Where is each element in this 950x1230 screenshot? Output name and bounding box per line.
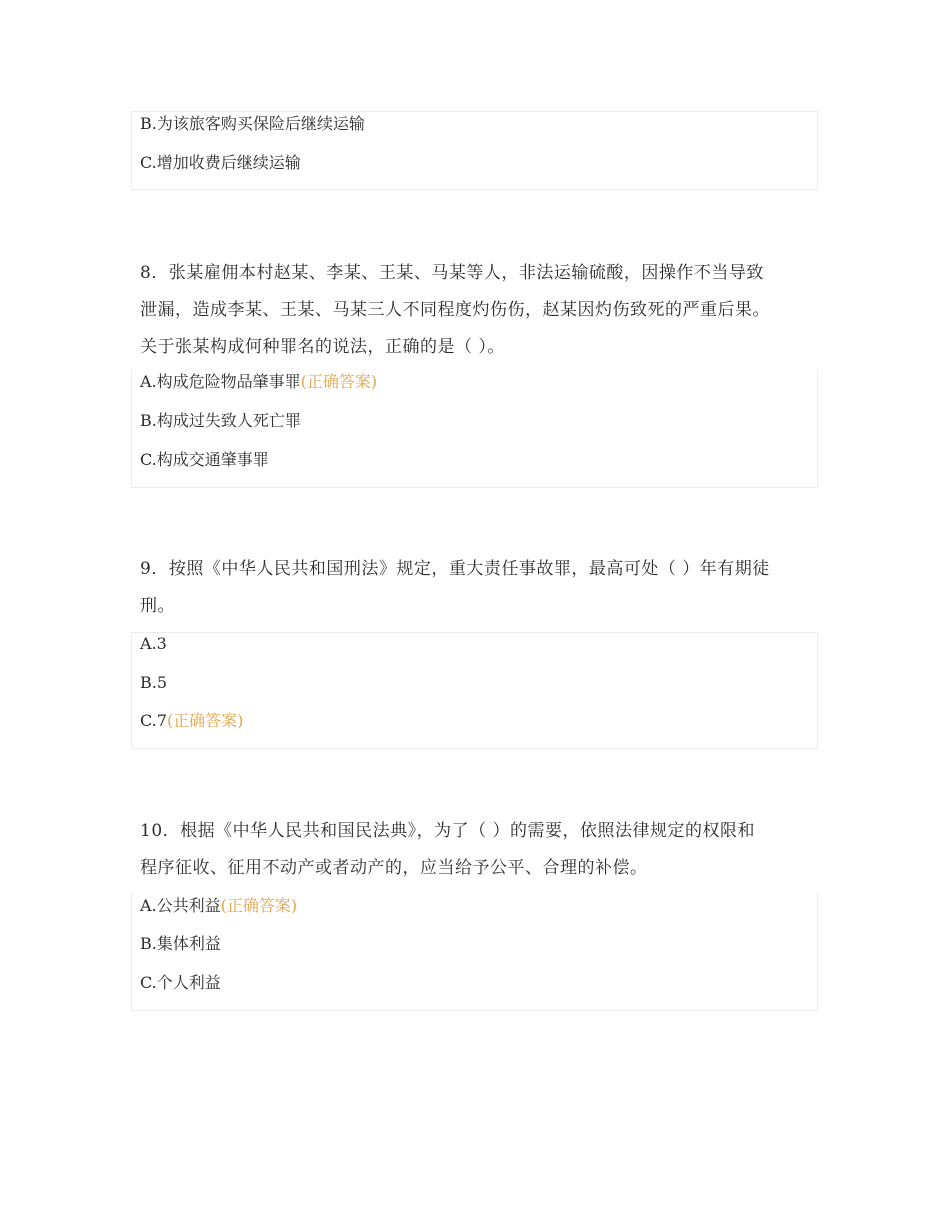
- q10-option-b[interactable]: [140, 934, 221, 954]
- q10-option-a[interactable]: [140, 896, 297, 916]
- option-text: C.构成交通肇事罪: [140, 450, 269, 469]
- q9-option-a[interactable]: [140, 634, 167, 654]
- option-text: C.7: [140, 711, 167, 730]
- q9-options-box: [131, 632, 818, 749]
- question-line: 刑。: [140, 596, 175, 616]
- q10-question: [140, 813, 812, 887]
- option-text: A.3: [140, 634, 167, 653]
- question-line: 关于张某构成何种罪名的说法，正确的是（ ）。: [140, 337, 505, 357]
- option-text: C.个人利益: [140, 973, 221, 992]
- correct-answer-tag: (正确答案): [300, 372, 378, 391]
- question-line: 程序征收、征用不动产或者动产的，应当给予公平、合理的补偿。: [140, 858, 648, 878]
- q8-question: [140, 255, 812, 366]
- question-line: 泄漏，造成李某、王某、马某三人不同程度灼伤伤，赵某因灼伤致死的严重后果。: [140, 300, 770, 320]
- question-line: 10．根据《中华人民共和国民法典》，为了（ ）的需要，依照法律规定的权限和: [140, 821, 756, 841]
- q9-option-c[interactable]: [140, 711, 243, 731]
- option-text: B.5: [140, 673, 168, 692]
- correct-answer-tag: (正确答案): [220, 896, 298, 915]
- question-line: 8．张某雇佣本村赵某、李某、王某、马某等人，非法运输硫酸，因操作不当导致: [140, 263, 764, 283]
- q8-option-b[interactable]: [140, 411, 301, 431]
- q7-option-c[interactable]: [140, 153, 301, 173]
- q8-option-c[interactable]: [140, 450, 269, 470]
- q7-option-b[interactable]: [140, 114, 365, 134]
- q8-option-a[interactable]: [140, 372, 377, 392]
- question-line: 9．按照《中华人民共和国刑法》规定，重大责任事故罪，最高可处（ ）年有期徒: [140, 559, 770, 579]
- option-text: A.公共利益: [140, 896, 221, 915]
- option-text: C.增加收费后继续运输: [140, 153, 301, 172]
- option-text: B.构成过失致人死亡罪: [140, 411, 301, 430]
- q9-question: [140, 551, 812, 625]
- option-text: A.构成危险物品肇事罪: [140, 372, 301, 391]
- q10-option-c[interactable]: [140, 973, 221, 993]
- option-text: B.为该旅客购买保险后继续运输: [140, 114, 365, 133]
- q9-option-b[interactable]: [140, 673, 167, 693]
- correct-answer-tag: (正确答案): [166, 711, 244, 730]
- option-text: B.集体利益: [140, 934, 221, 953]
